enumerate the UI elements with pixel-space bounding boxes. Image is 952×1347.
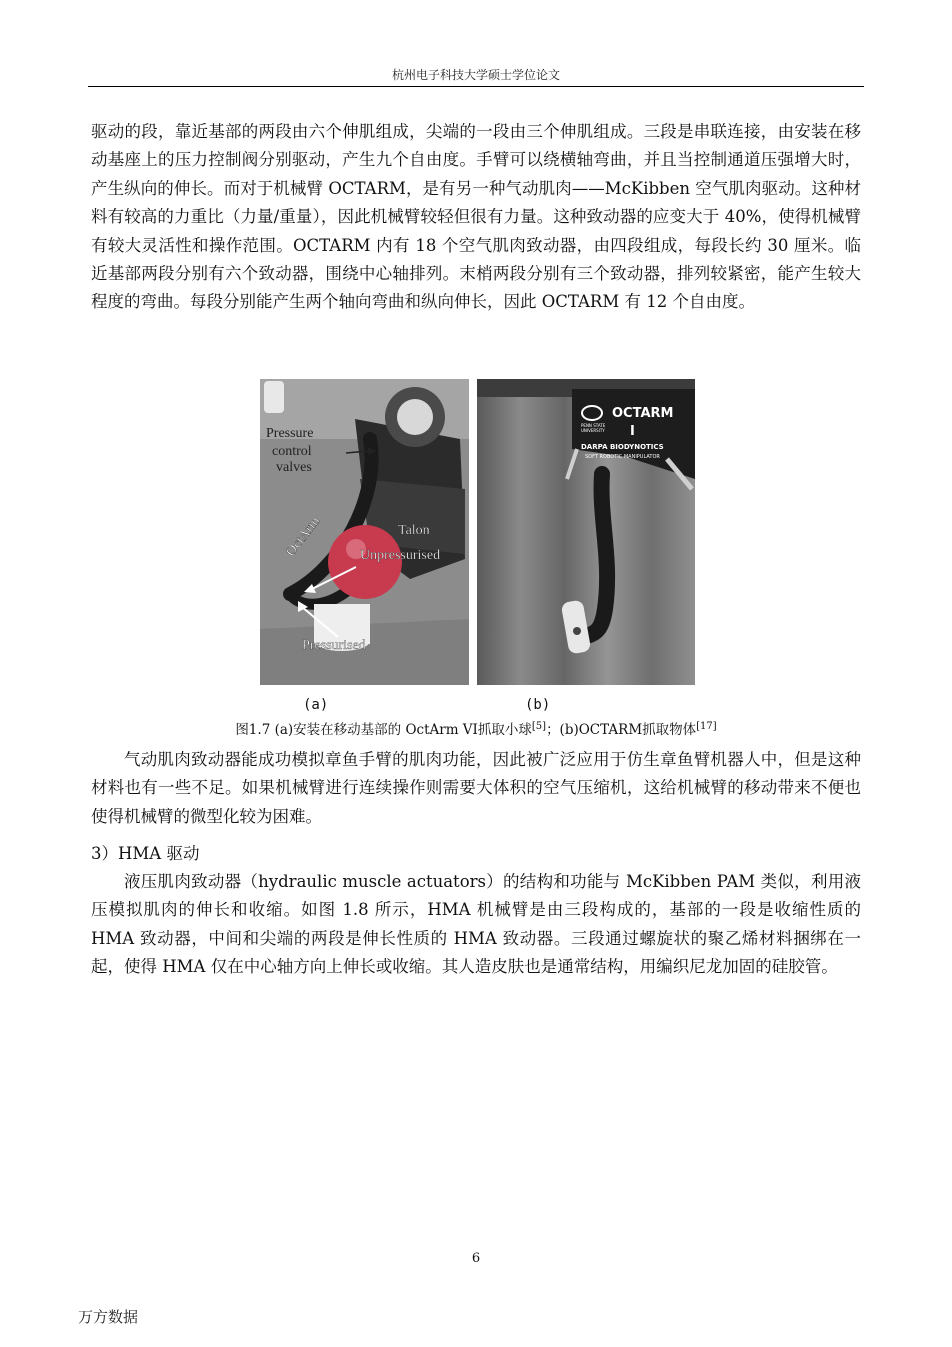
label-numeral: I	[630, 424, 635, 439]
label-soft-robotic: SOFT ROBOTIC MANIPULATOR	[585, 454, 660, 460]
section-heading-hma: 3）HMA 驱动	[91, 844, 200, 863]
label-octarm: OctArm	[283, 514, 324, 560]
label-pressurised: Pressurised	[302, 638, 366, 653]
photo-octarm-grasping-object	[477, 379, 695, 685]
caption-ref-5: [5]	[531, 721, 547, 732]
caption-ref-17: [17]	[696, 721, 717, 732]
running-header: 杭州电子科技大学硕士学位论文	[391, 68, 560, 82]
watermark-text: 万方数据	[78, 1308, 139, 1326]
caption-main: 图1.7 (a)安装在移动基部的 OctArm VI抓取小球	[235, 722, 532, 738]
label-darpa: DARPA BIODYNOTICS	[581, 443, 664, 451]
label-valves: valves	[276, 460, 312, 475]
label-university-2: UNIVERSITY	[581, 428, 605, 433]
figure-1-7	[260, 379, 696, 685]
label-pressure: Pressure	[266, 426, 314, 441]
label-unpressurised: Unpressurised	[360, 548, 441, 563]
page-number: 6	[471, 1251, 481, 1266]
label-university-1: PENN STATE	[581, 423, 606, 428]
figure-caption	[0, 718, 952, 738]
paragraph-hma-description: 液压肌肉致动器（hydraulic muscle actuators）的结构和功能与 McKibben PAM 类似，利用液压模拟肌肉的伸长和收缩。如图 1.8 所示，HMA 机械臂是由三段构成的，基部的一段是收缩性质的 HMA 致动器，中间和尖端的两段是伸长性质的 HMA 致动器。三段通过螺旋状的聚乙烯材料捆绑在一起，使得 HMA 仅在中心轴方向上伸长或收缩。其人造皮肤也是通常结构，用编织尼龙加固的硅胶管。	[91, 872, 861, 977]
paragraph-pneumatic-limitations: 气动肌肉致动器能成功模拟章鱼手臂的肌肉功能，因此被广泛应用于仿生章鱼臂机器人中，但是这种材料也有一些不足。如果机械臂进行连续操作则需要大体积的空气压缩机，这给机械臂的移动带来不便也使得机械臂的微型化较为困难。	[91, 750, 861, 826]
paragraph-octarm-description: 驱动的段，靠近基部的两段由六个伸肌组成，尖端的一段由三个伸肌组成。三段是串联连接，由安装在移动基座上的压力控制阀分别驱动，产生九个自由度。手臂可以绕横轴弯曲，并且当控制通道压强增大时，产生纵向的伸长。而对于机械臂 OCTARM，是有另一种气动肌肉——McKibben 空气肌肉驱动。这种材料有较高的力重比（力量/重量），因此机械臂较轻但很有力量。这种致动器的应变大于 40%，使得机械臂有较大灵活性和操作范围。OCTARM 内有 18 个空气肌肉致动器，由四段组成，每段长约 30 厘米。临近基部两段分别有六个致动器，围绕中心轴排列。末梢两段分别有三个致动器，排列较紧密，能产生较大程度的弯曲。每段分别能产生两个轴向弯曲和纵向伸长，因此 OCTARM 有 12 个自由度。	[91, 122, 861, 312]
label-talon: Talon	[398, 523, 430, 538]
header-rule	[88, 86, 864, 87]
photo-octarm-vi-grasping-ball	[260, 379, 469, 685]
subfigure-label-a: (a)	[303, 697, 329, 713]
caption-mid: ；(b)OCTARM抓取物体	[546, 722, 697, 738]
label-octarm-brand: OCTARM	[612, 406, 674, 421]
label-control: control	[272, 444, 312, 459]
subfigure-label-b: (b)	[525, 697, 551, 713]
